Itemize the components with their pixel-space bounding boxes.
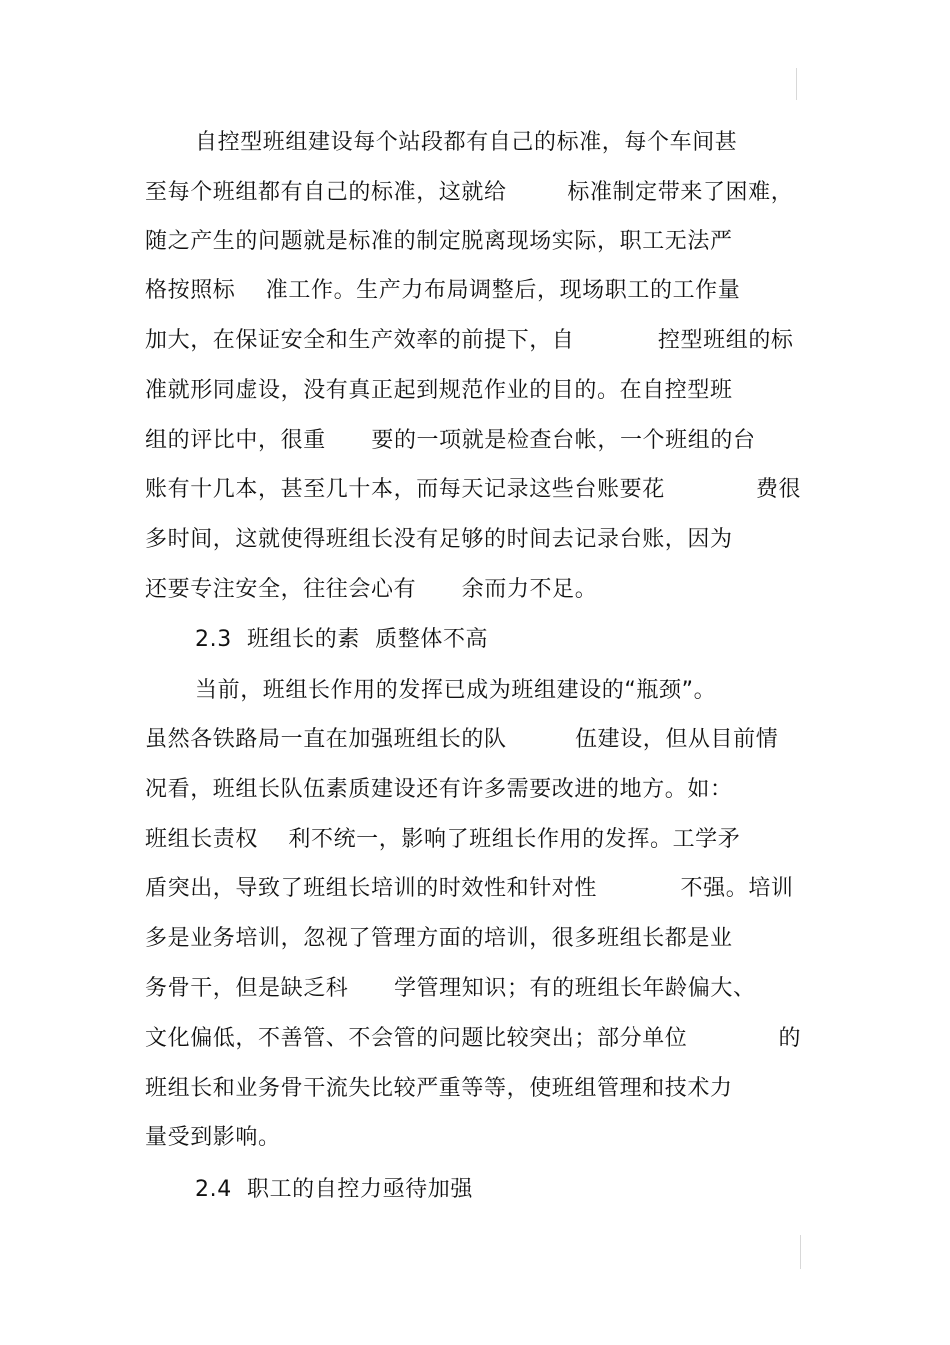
paragraph-line: 加大，在保证安全和生产效率的前提下，自 控型班组的标 — [145, 328, 794, 353]
paragraph-line: 随之产生的问题就是标准的制定脱离现场实际，职工无法严 — [145, 229, 733, 254]
paragraph-line: 格按照标 准工作。生产力布局调整后，现场职工的工作量 — [145, 278, 741, 303]
paragraph-line: 况看，班组长队伍素质建设还有许多需要改进的地方。如： — [145, 777, 733, 802]
section-heading-2-3: 2.3 班组长的素 质整体不高 — [195, 627, 489, 652]
paragraph-line: 班组长责权 利不统一，影响了班组长作用的发挥。工学矛 — [145, 827, 741, 852]
section-heading-2-4: 2.4 职工的自控力亟待加强 — [195, 1177, 473, 1202]
paragraph-line: 当前，班组长作用的发挥已成为班组建设的“瓶颈”。 — [195, 678, 717, 703]
paragraph-line: 还要专注安全，往往会心有 余而力不足。 — [145, 577, 598, 602]
paragraph-line: 组的评比中，很重 要的一项就是检查台帐，一个班组的台 — [145, 428, 756, 453]
paragraph-line: 多是业务培训，忽视了管理方面的培训，很多班组长都是业 — [145, 926, 733, 951]
paragraph-line: 班组长和业务骨干流失比较严重等等，使班组管理和技术力 — [145, 1076, 733, 1101]
paragraph-line: 账有十几本，甚至几十本，而每天记录这些台账要花 费很 — [145, 477, 802, 502]
paragraph-line: 虽然各铁路局一直在加强班组长的队 伍建设，但从目前情 — [145, 727, 779, 752]
paragraph-line: 准就形同虚设，没有真正起到规范作业的目的。在自控型班 — [145, 378, 733, 403]
paragraph-line: 至每个班组都有自己的标准，这就给 标准制定带来了困难， — [145, 180, 794, 205]
paragraph-line: 盾突出，导致了班组长培训的时效性和针对性 不强。培训 — [145, 876, 794, 901]
paragraph-line: 务骨干，但是缺乏科 学管理知识；有的班组长年龄偏大、 — [145, 976, 756, 1001]
page-edge-mark-top — [796, 68, 797, 100]
page-edge-mark-bottom — [800, 1235, 801, 1269]
paragraph-line: 自控型班组建设每个站段都有自己的标准，每个车间甚 — [195, 130, 738, 155]
paragraph-line: 多时间，这就使得班组长没有足够的时间去记录台账，因为 — [145, 527, 733, 552]
paragraph-line: 文化偏低，不善管、不会管的问题比较突出；部分单位 的 — [145, 1026, 802, 1051]
paragraph-line: 量受到影响。 — [145, 1125, 281, 1150]
